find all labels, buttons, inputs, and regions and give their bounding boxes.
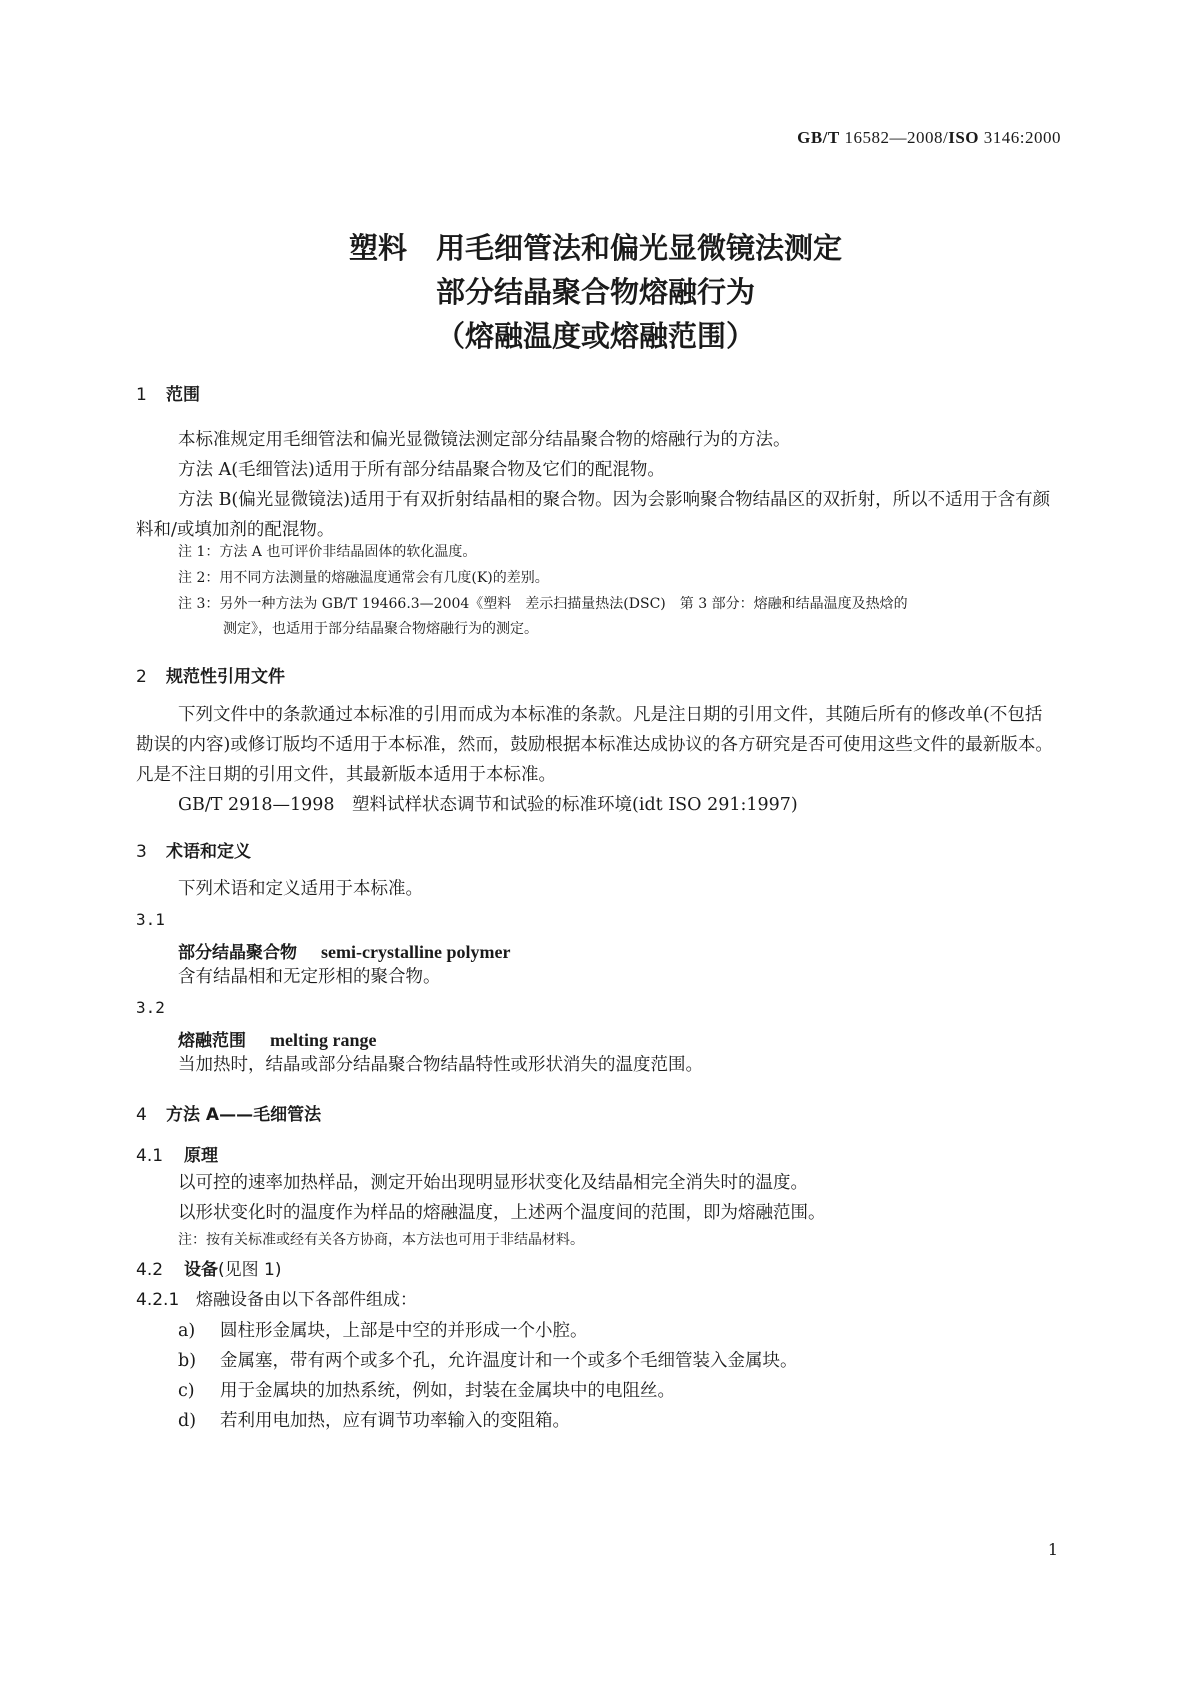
sec4-1-note: 注：按有关标准或经有关各方协商，本方法也可用于非结晶材料。 bbox=[178, 1232, 584, 1248]
title-line-3: （熔融温度或熔融范围） bbox=[435, 319, 755, 353]
list-item bbox=[178, 1347, 1058, 1372]
subsection-text: 熔融设备由以下各部件组成： bbox=[196, 1290, 417, 1310]
sec4-1-paragraph-1: 以可控的速率加热样品，测定开始出现明显形状变化及结晶相完全消失时的温度。 bbox=[178, 1173, 808, 1193]
term-3-1-number: 3.1 bbox=[136, 910, 165, 929]
list-marker: c) bbox=[178, 1381, 195, 1401]
section-title: 规范性引用文件 bbox=[166, 667, 285, 687]
sec1-paragraph-2: 方法 A(毛细管法)适用于所有部分结晶聚合物及它们的配混物。 bbox=[178, 460, 665, 480]
term-en: semi-crystalline polymer bbox=[321, 942, 511, 962]
list-text: 金属塞，带有两个或多个孔，允许温度计和一个或多个毛细管装入金属块。 bbox=[220, 1351, 798, 1371]
std-code-iso: ISO bbox=[948, 128, 980, 147]
sec1-paragraph-3: 方法 B(偏光显微镜法)适用于有双折射结晶相的聚合物。因为会影响聚合物结晶区的双折射，所以不适用于含有颜料和/或填加剂的配混物。 bbox=[136, 490, 1051, 540]
section-title: 范围 bbox=[166, 385, 200, 405]
section-number: 3 bbox=[136, 842, 147, 862]
list-item bbox=[178, 1377, 1058, 1402]
sec2-paragraph-1: 下列文件中的条款通过本标准的引用而成为本标准的条款。凡是注日期的引用文件，其随后所有的修改单(不包括勘误的内容)或修订版均不适用于本标准，然而，鼓励根据本标准达成协议的各方研究是否可使用这些文件的最新版本。凡是不注日期的引用文件，其最新版本适用于本标准。 bbox=[136, 705, 1053, 785]
term-cn: 部分结晶聚合物 bbox=[178, 943, 297, 963]
note-3-line-2: 测定》，也适用于部分结晶聚合物熔融行为的测定。 bbox=[223, 621, 538, 637]
term-3-1-definition: 含有结晶相和无定形相的聚合物。 bbox=[178, 967, 441, 987]
sec2-reference: GB/T 2918—1998 塑料试样状态调节和试验的标准环境(idt ISO 291:1997) bbox=[178, 795, 798, 815]
sec1-note-2: 注 2：用不同方法测量的熔融温度通常会有几度(K)的差别。 bbox=[178, 570, 549, 586]
note-3-line-1: 注 3：另外一种方法为 GB/T 19466.3—2004《塑料 差示扫描量热法(DSC) 第 3 部分：熔融和结晶温度及热焓的 bbox=[178, 596, 908, 612]
subsection-number: 4.1 bbox=[136, 1146, 164, 1166]
standard-code bbox=[797, 128, 1061, 148]
section-number: 4 bbox=[136, 1105, 147, 1125]
term-3-2-definition: 当加热时，结晶或部分结晶聚合物结晶特性或形状消失的温度范围。 bbox=[178, 1055, 703, 1075]
sec1-note-3 bbox=[178, 592, 1058, 642]
std-code-number: 16582—2008/ bbox=[844, 128, 949, 147]
subsection-title: 原理 bbox=[184, 1146, 218, 1166]
section-4-1-heading bbox=[136, 1141, 218, 1166]
subsection-title: 设备 bbox=[184, 1260, 218, 1280]
section-4-2-1 bbox=[136, 1285, 417, 1310]
subsection-number: 4.2.1 bbox=[136, 1290, 180, 1310]
std-code-gbt: GB/T bbox=[797, 128, 840, 147]
title-line-1: 塑料 用毛细管法和偏光显微镜法测定 bbox=[348, 231, 842, 265]
list-item bbox=[178, 1317, 1058, 1342]
sec1-paragraph-1: 本标准规定用毛细管法和偏光显微镜法测定部分结晶聚合物的熔融行为的方法。 bbox=[178, 430, 791, 450]
list-text: 若利用电加热，应有调节功率输入的变阻箱。 bbox=[220, 1411, 570, 1431]
list-text: 圆柱形金属块，上部是中空的并形成一个小腔。 bbox=[220, 1321, 588, 1341]
list-marker: a) bbox=[178, 1321, 196, 1341]
sec3-paragraph-1: 下列术语和定义适用于本标准。 bbox=[178, 879, 423, 899]
list-marker: d) bbox=[178, 1411, 197, 1431]
title-line-2: 部分结晶聚合物熔融行为 bbox=[435, 275, 755, 309]
list-text: 用于金属块的加热系统，例如，封装在金属块中的电阻丝。 bbox=[220, 1381, 675, 1401]
term-3-2 bbox=[178, 1026, 376, 1051]
section-4-heading bbox=[136, 1100, 321, 1125]
sec4-1-paragraph-2: 以形状变化时的温度作为样品的熔融温度，上述两个温度间的范围，即为熔融范围。 bbox=[178, 1203, 826, 1223]
section-title: 方法 A——毛细管法 bbox=[166, 1105, 322, 1125]
term-3-2-number: 3.2 bbox=[136, 998, 165, 1017]
std-code-iso-number: 3146:2000 bbox=[983, 128, 1061, 147]
term-en: melting range bbox=[270, 1030, 377, 1050]
figure-reference: (见图 1) bbox=[218, 1260, 282, 1280]
sec1-note-1: 注 1：方法 A 也可评价非结晶固体的软化温度。 bbox=[178, 544, 477, 560]
section-number: 2 bbox=[136, 667, 147, 687]
subsection-number: 4.2 bbox=[136, 1260, 164, 1280]
section-3-heading bbox=[136, 837, 251, 862]
term-3-1 bbox=[178, 938, 510, 963]
section-4-2-heading bbox=[136, 1255, 281, 1280]
page-number: 1 bbox=[1047, 1540, 1058, 1559]
list-marker: b) bbox=[178, 1351, 197, 1371]
list-item bbox=[178, 1407, 1058, 1432]
section-title: 术语和定义 bbox=[166, 842, 251, 862]
section-number: 1 bbox=[136, 385, 147, 405]
section-2-heading bbox=[136, 662, 285, 687]
document-title bbox=[0, 226, 1191, 358]
term-cn: 熔融范围 bbox=[178, 1031, 246, 1051]
section-1-heading bbox=[136, 380, 200, 405]
